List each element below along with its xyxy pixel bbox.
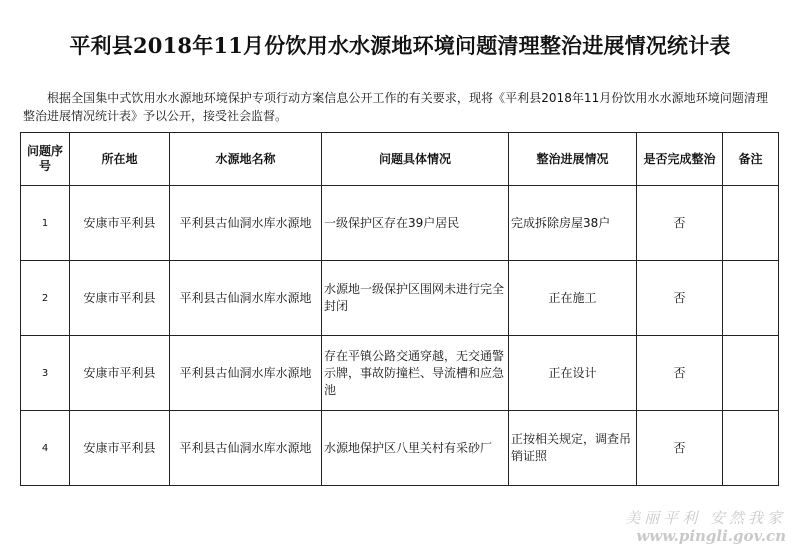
- cell-seq: 1: [21, 186, 70, 261]
- cell-progress: 正在设计: [509, 336, 637, 411]
- cell-completed: 否: [637, 411, 723, 486]
- cell-location: 安康市平利县: [70, 411, 170, 486]
- cell-location: 安康市平利县: [70, 186, 170, 261]
- header-completed: 是否完成整治: [637, 133, 723, 186]
- header-source-name: 水源地名称: [170, 133, 322, 186]
- cell-progress: 完成拆除房屋38户: [509, 186, 637, 261]
- cell-completed: 否: [637, 336, 723, 411]
- cell-source-name: 平利县古仙洞水库水源地: [170, 336, 322, 411]
- table-row: [21, 186, 779, 261]
- header-seq: 问题序号: [21, 133, 70, 186]
- cell-seq: 3: [21, 336, 70, 411]
- header-remarks: 备注: [723, 133, 779, 186]
- cell-location: 安康市平利县: [70, 336, 170, 411]
- table-header-row: [21, 133, 779, 186]
- cell-progress: 正按相关规定，调查吊销证照: [509, 411, 637, 486]
- cell-completed: 否: [637, 186, 723, 261]
- cell-completed: 否: [637, 261, 723, 336]
- table-row: [21, 261, 779, 336]
- header-problem: 问题具体情况: [322, 133, 509, 186]
- cell-source-name: 平利县古仙洞水库水源地: [170, 411, 322, 486]
- intro-paragraph: 根据全国集中式饮用水水源地环境保护专项行动方案信息公开工作的有关要求，现将《平利县2018年11月份饮用水水源地环境问题清理整治进展情况统计表》予以公开，接受社会监督。: [23, 91, 768, 123]
- progress-table: [20, 132, 779, 486]
- site-watermark: [625, 509, 786, 545]
- cell-problem: 水源地保护区八里关村有采砂厂: [322, 411, 509, 486]
- table-row: [21, 336, 779, 411]
- cell-progress: 正在施工: [509, 261, 637, 336]
- cell-remarks: [723, 261, 779, 336]
- cell-problem: 一级保护区存在39户居民: [322, 186, 509, 261]
- cell-remarks: [723, 336, 779, 411]
- cell-seq: 2: [21, 261, 70, 336]
- cell-seq: 4: [21, 411, 70, 486]
- table-row: [21, 411, 779, 486]
- watermark-slogan: 美丽平利 安然我家: [625, 509, 786, 527]
- cell-remarks: [723, 411, 779, 486]
- cell-source-name: 平利县古仙洞水库水源地: [170, 186, 322, 261]
- watermark-url: www.pingli.gov.cn: [636, 527, 786, 545]
- header-progress: 整治进展情况: [509, 133, 637, 186]
- cell-remarks: [723, 186, 779, 261]
- cell-location: 安康市平利县: [70, 261, 170, 336]
- cell-source-name: 平利县古仙洞水库水源地: [170, 261, 322, 336]
- cell-problem: 存在平镇公路交通穿越，无交通警示牌，事故防撞栏、导流槽和应急池: [322, 336, 509, 411]
- cell-problem: 水源地一级保护区围网未进行完全封闭: [322, 261, 509, 336]
- page-title: 平利县2018年11月份饮用水水源地环境问题清理整治进展情况统计表: [69, 33, 731, 58]
- header-location: 所在地: [70, 133, 170, 186]
